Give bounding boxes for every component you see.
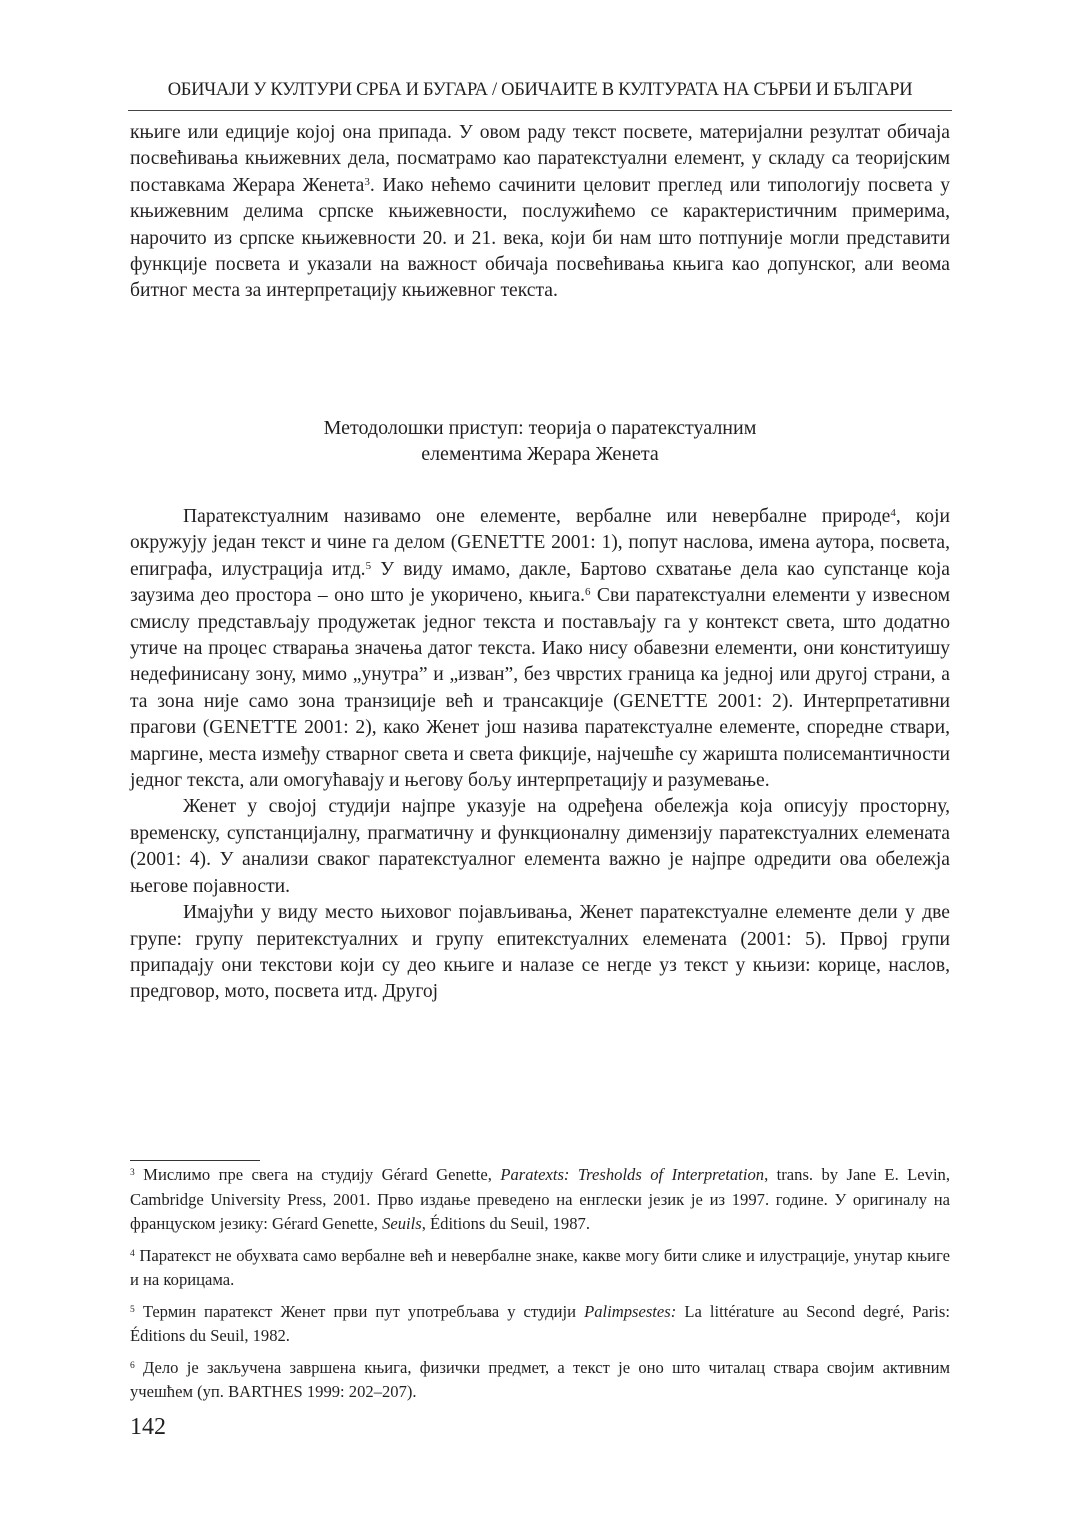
footnote-ref[interactable]: 6: [584, 586, 591, 599]
footnote-number: 4: [130, 1248, 135, 1259]
footnote-ref[interactable]: 4: [890, 507, 896, 519]
intro-paragraph: [130, 120, 950, 305]
footnote-ref[interactable]: 3: [364, 175, 370, 188]
paragraph: [130, 504, 950, 794]
text: Дело је закључена завршена књига, физички предмет, а текст је оно што читалац ствара својим активним учешћем (уп. BARTHES 1999: 202–207).: [130, 1357, 950, 1401]
text: , који окружују један текст и чине га делом (GENETTE 2001: 1), попут наслова, имена аутора, посвета, епиграфа, илустрација итд.: [130, 506, 950, 580]
text: Паратекст не обухвата само вербалне већ и невербалне знаке, какве могу бити слике и илустрације, унутар књиге и на корицама.: [130, 1245, 950, 1289]
footnote-number: 3: [130, 1168, 135, 1178]
footnote-number: 6: [130, 1360, 135, 1371]
page-number: 142: [130, 1414, 166, 1440]
footnote-6: [130, 1356, 950, 1405]
footnotes: [130, 1163, 950, 1412]
text: . Иако нећемо сачинити целовит преглед или типологију посвета у књижевним делима српске књижевности, послужићемо се карактеристичним примерима, нарочито из српске књижевности 20. и 21. века, који би нам што потпуније могли представити функције посвета и указали на важност обичаја посвећивања књига као допунског, али веома битног места за интерпретацију књижевног текста.: [130, 174, 951, 302]
italic-title: Paratexts: Tresholds of Interpretation: [500, 1165, 765, 1184]
text: , Éditions du Seuil, 1987.: [421, 1214, 590, 1233]
italic-title: Seuils: [382, 1214, 422, 1233]
paragraph: Женет у својој студији најпре указује на одређена обележја која описују просторну, временску, супстанцијалну, прагматичну и функционалну димензију паратекстуалних елемената (2001: 4). У анализи сваког паратекстуалног елемента важно је најпре одредити ова обележја његове појавности.: [130, 796, 950, 897]
footnote-number: 5: [130, 1304, 135, 1315]
heading-line: Методолошки приступ: теорија о паратекстуалним: [323, 417, 757, 439]
text: La littérature au Second degré, Paris: Éditions du Seuil, 1982.: [130, 1301, 950, 1345]
footnote-5: [130, 1300, 950, 1349]
text: Паратекстуалним називамо оне елементе, вербалне или невербалне природе: [183, 506, 891, 527]
heading-line: елементима Жерара Женета: [421, 443, 659, 465]
footnote-4: [130, 1244, 950, 1293]
text: књиге или едиције којој она припада. У овом раду текст посвете, материјални резултат обичаја посвећивања књижевних дела, посматрамо као паратекстуални елемент, у складу са теоријским поставкама Жерара Женета: [130, 122, 950, 196]
section-heading: [130, 415, 950, 467]
body-text: [130, 504, 950, 1006]
running-header: ОБИЧАЈИ У КУЛТУРИ СРБА И БУГАРА / ОБИЧАИТЕ В КУЛТУРАТА НА СЪРБИ И БЪЛГАРИ: [167, 80, 913, 100]
text: Термин паратекст Женет први пут употребљава у студији: [134, 1301, 585, 1321]
footnote-ref[interactable]: 5: [365, 559, 372, 572]
header-rule: [128, 110, 952, 111]
text: Сви паратекстуални елементи у извесном смислу представљају продужетак једног текста и постављају га у контекст света, што додатно утиче на процес стварања значења датог текста. Иако нису обавезни елементи, они конституишу недефинисану зону, мимо „унутра” и „изван”, без чврстих граница ка једној или другој страни, а та зона није само зона транзиције већ и трансакције (GENETTE 2001: 2). Интерпретативни прагови (GENETTE 2001: 2), како Женет још назива паратекстуалне елементе, споредне ствари, маргине, места између стварног света и света фикције, најчешће су жаришта полисемантичности једног текста, али омогућавају и његову бољу интерпретацију и разумевање.: [130, 585, 950, 792]
text: Мислимо пре свега на студију Gérard Genette,: [134, 1165, 501, 1184]
text: , trans. by Jane E. Levin, Cambridge University Press, 2001. Прво издање преведено на енглески језик је из 1997. године. У оригиналу на француском језику: Gérard Genette,: [130, 1165, 951, 1233]
footnote-3: [130, 1163, 950, 1237]
text: У виду имамо, дакле, Бартово схватање дела као супстанце која заузима део простора – оно што је укоричено, књига.: [130, 558, 951, 607]
paragraph: Имајући у виду место њиховог појављивања, Женет паратекстуалне елементе дели у две групе: групу перитекстуалних и групу епитекстуалних елемената (2001: 5). Првој групи припадају они текстови који су део књиге и налазе се негде уз текст у књизи: корице, наслов, предговор, мото, посвета итд. Другој: [130, 902, 950, 1003]
footnote-rule: [130, 1160, 260, 1161]
italic-title: Palimpsestes:: [584, 1301, 677, 1321]
